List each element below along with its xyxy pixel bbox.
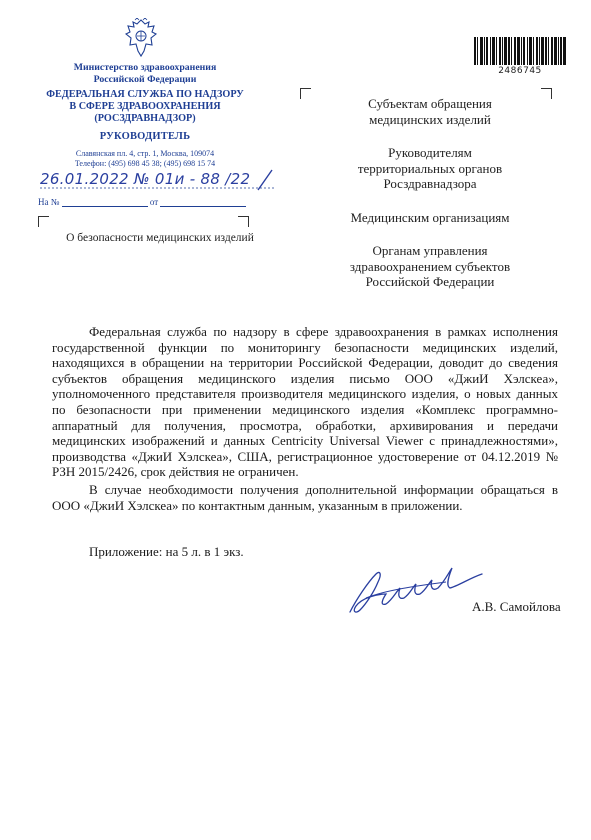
body-paragraph-2: В случае необходимости получения дополнительной информации обращаться в ООО «ДжиИ Хэлскеа» по контактным данным, указанным в приложении. xyxy=(52,481,558,513)
barcode-graphic xyxy=(474,37,566,65)
recipient-item: Органам управления здравоохранением субъектов Российской Федерации xyxy=(349,243,511,289)
subject-corner-tl xyxy=(38,216,49,227)
recipients-corner-tr xyxy=(541,88,552,99)
letter-body xyxy=(52,324,558,513)
coat-of-arms-emblem xyxy=(124,18,158,58)
recipient-item: Руководителям территориальных органов Росздравнадзора xyxy=(357,145,503,191)
service-line-1: ФЕДЕРАЛЬНАЯ СЛУЖБА ПО НАДЗОРУ xyxy=(46,89,244,100)
subject-corner-tr xyxy=(238,216,249,227)
reference-line xyxy=(38,196,278,207)
director-title: РУКОВОДИТЕЛЬ xyxy=(99,131,191,142)
ministry-line-2: Российской Федерации xyxy=(93,74,197,85)
recipients-block xyxy=(320,96,540,308)
ministry-line-1: Министерство здравоохранения xyxy=(73,62,217,73)
signer-name: А.В. Самойлова xyxy=(472,599,561,614)
reference-number-blank xyxy=(62,196,148,207)
body-paragraph-1: Федеральная служба по надзору в сфере здравоохранения в рамках исполнения государственной функции по мониторингу безопасности медицинских изделий, находящихся в обращении на территории Российской Федерации, доводит до сведения субъектов обращения медицинского изделия письмо ООО «ДжиИ Хэлскеа», уполномоченного представителя производителя медицинского изделия, о новых данных по безопасности при применении медицинского изделия «Комплекс программно-аппаратный для получения, просмотра, обработки, архивирования и передачи медицинских изображений и данных Centricity Universal Viewer с принадлежностями», производства «ДжиИ Хэлскеа», США, регистрационное удостоверение от 04.12.2019 № РЗН 2015/2426, срок действия не ограничен. xyxy=(52,324,558,480)
recipient-item: Медицинским организациям xyxy=(350,209,510,225)
barcode-number: 2486745 xyxy=(498,66,542,76)
reference-prefix: На № xyxy=(38,197,60,207)
letter-subject: О безопасности медицинских изделий xyxy=(66,232,254,244)
ministry-name xyxy=(10,62,280,86)
reference-date-blank xyxy=(160,196,246,207)
service-line-3: (РОСЗДРАВНАДЗОР) xyxy=(94,113,196,124)
service-line-2: В СФЕРЕ ЗДРАВООХРАНЕНИЯ xyxy=(69,101,221,112)
recipients-corner-tl xyxy=(300,88,311,99)
address: Славянская пл. 4, стр. 1, Москва, 109074 xyxy=(75,149,215,158)
phone: Телефон: (495) 698 45 38; (495) 698 15 74 xyxy=(74,159,216,168)
handwritten-signature xyxy=(336,560,486,620)
attachment-note: Приложение: на 5 л. в 1 экз. xyxy=(89,544,244,559)
registration-number: 26.01.2022 № 01и - 88 /22 xyxy=(40,170,251,188)
reference-from: от xyxy=(149,197,159,207)
service-name xyxy=(10,89,280,125)
recipient-item: Субъектам обращения медицинских изделий xyxy=(368,96,492,127)
